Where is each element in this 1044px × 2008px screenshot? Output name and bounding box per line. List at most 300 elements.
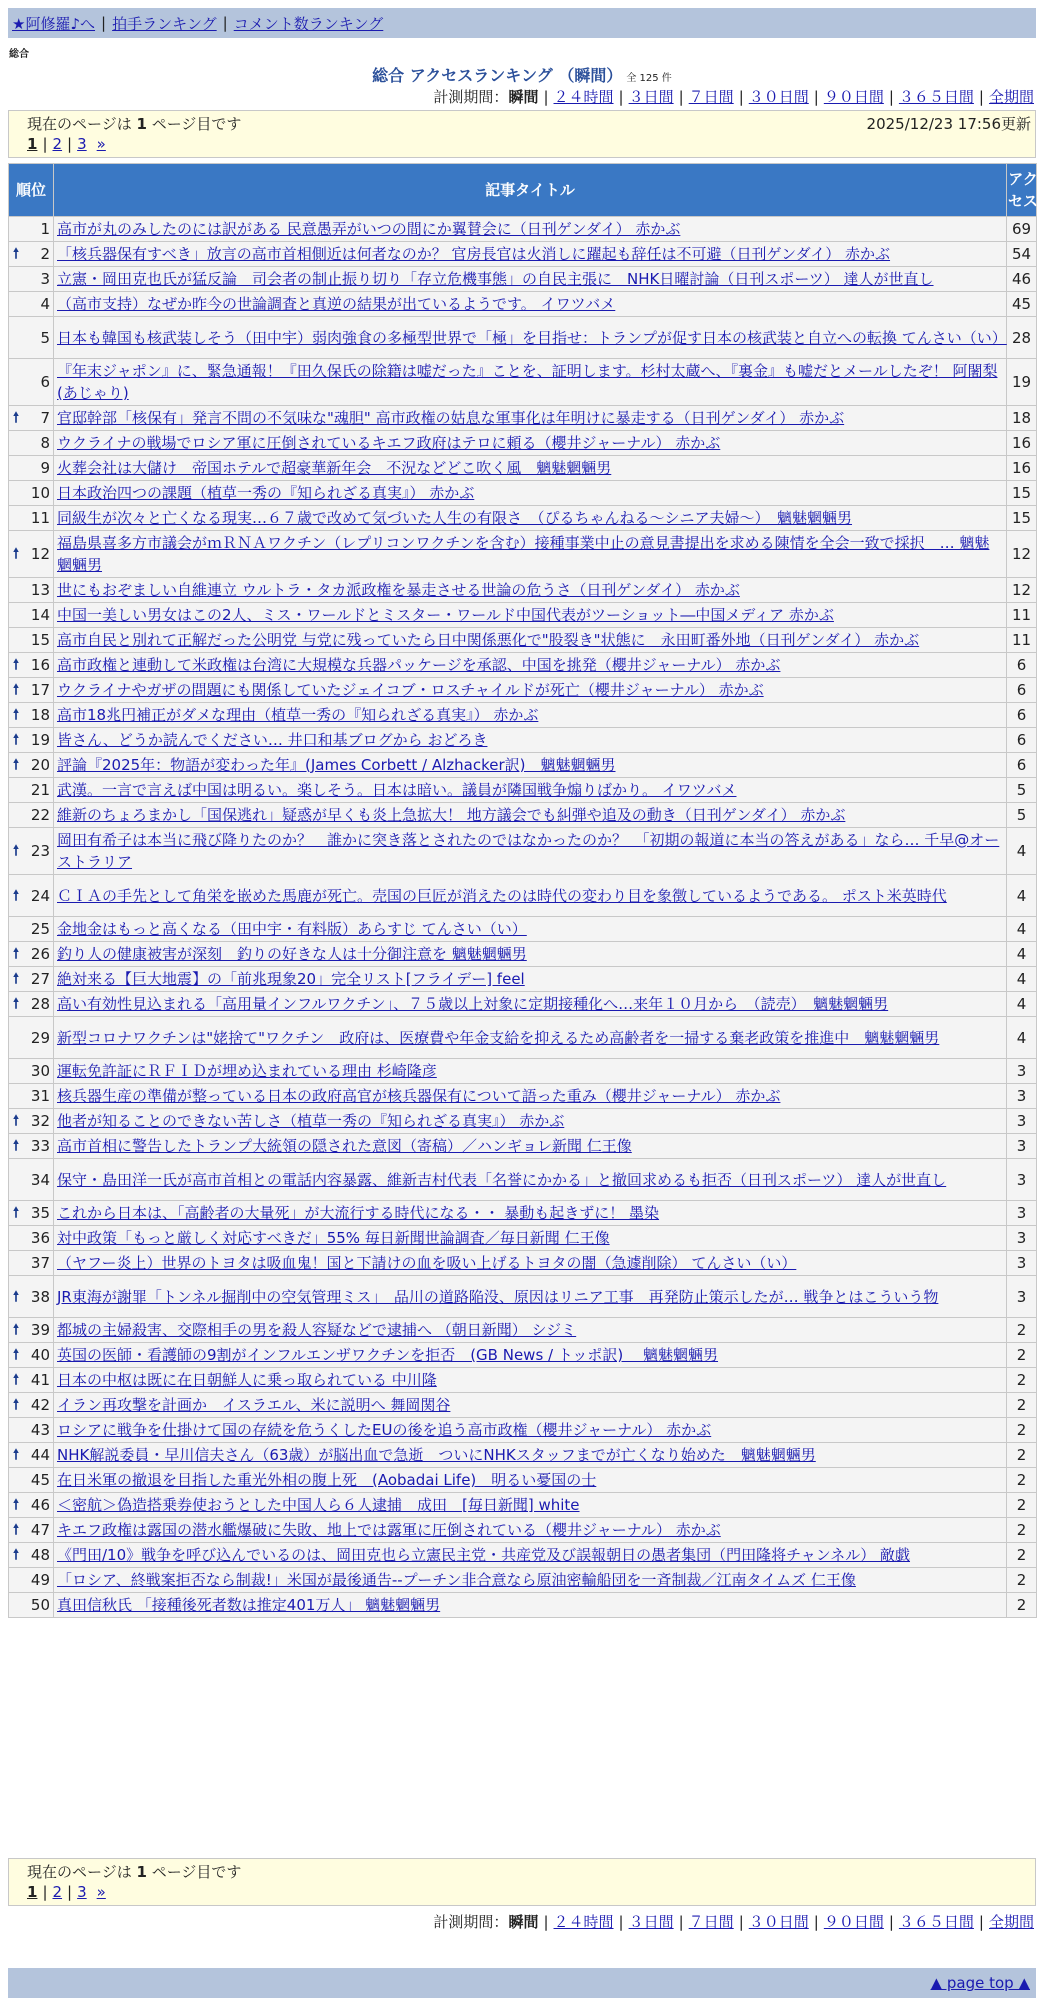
article-title-link[interactable]: 英国の医師・看護師の9割がインフルエンザワクチンを拒否 (GB News / トッポ訳) 魑魅魍魎男: [57, 1346, 719, 1364]
period-option-link[interactable]: ７日間: [688, 1913, 734, 1931]
table-header-row: [9, 164, 1037, 217]
rank-cell: [9, 431, 54, 456]
table-row: [9, 778, 1037, 803]
rank-number: 19: [30, 731, 50, 749]
title-cell: [54, 703, 1007, 728]
table-row: [9, 628, 1037, 653]
pager-next-link[interactable]: »: [96, 1883, 106, 1901]
rank-cell: [9, 506, 54, 531]
period-selector-top: [433, 86, 1034, 107]
rank-number: 37: [30, 1254, 50, 1272]
period-option-link[interactable]: ３６５日間: [898, 1913, 974, 1931]
rank-number: 11: [30, 509, 50, 527]
access-count: 4: [1007, 967, 1037, 992]
access-count: 6: [1007, 653, 1037, 678]
rank-cell: [9, 1468, 54, 1493]
article-title-link[interactable]: 高市18兆円補正がダメな理由（植草一秀の『知られざる真実』） 赤かぶ: [57, 706, 539, 724]
article-count: 全 125 件: [626, 73, 672, 84]
table-row: [9, 406, 1037, 431]
title-cell: [54, 653, 1007, 678]
rank-cell: [9, 578, 54, 603]
period-selector-bottom: [433, 1911, 1034, 1932]
page-title-row: [0, 63, 1044, 86]
access-count: 3: [1007, 1251, 1037, 1276]
pager-page-link[interactable]: 2: [52, 135, 63, 153]
period-option-link[interactable]: ３０日間: [748, 88, 809, 106]
rank-number: 9: [40, 459, 50, 477]
period-separator: |: [543, 1913, 549, 1931]
article-title-link[interactable]: 福島県喜多方市議会がｍＲＮＡワクチン（レプリコンワクチンを含む）接種事業中止の意見書提出を求める陳情を全会一致で採択 … 魑魅魍魎男: [57, 534, 990, 574]
rank-number: 23: [30, 842, 50, 860]
title-cell: [54, 1393, 1007, 1418]
article-title-link[interactable]: 「核兵器保有すべき」放言の高市首相側近は何者なのか？ 官房長官は火消しに躍起も辞任は不可避（日刊ゲンダイ） 赤かぶ: [57, 245, 891, 263]
article-title-link[interactable]: 《門田/10》戦争を呼び込んでいるのは、岡田克也ら立憲民主党・共産党及び誤報朝日の愚者集団（門田隆将チャンネル） 敵戯: [57, 1546, 911, 1564]
title-cell: [54, 531, 1007, 578]
rank-cell: [9, 1017, 54, 1059]
access-count: 4: [1007, 942, 1037, 967]
table-row: [9, 1109, 1037, 1134]
rank-number: 22: [30, 806, 50, 824]
article-title-link[interactable]: 高市が丸のみしたのには訳がある 民意愚弄がいつの間にか翼賛会に（日刊ゲンダイ） 赤かぶ: [57, 220, 681, 238]
access-count: 6: [1007, 728, 1037, 753]
rank-number: 8: [40, 434, 50, 452]
period-separator: |: [888, 1913, 894, 1931]
rank-cell: [9, 875, 54, 917]
table-row: [9, 1493, 1037, 1518]
access-count: 4: [1007, 828, 1037, 875]
pager-current-page: 1: [27, 135, 38, 153]
article-title-link[interactable]: 「ロシア、終戦案拒否なら制裁!」米国が最後通告--プーチン非合意なら原油密輸船団を一斉制裁／江南タイムズ 仁王像: [57, 1571, 856, 1589]
pager-top: [8, 110, 1036, 158]
article-title-link[interactable]: 日本も韓国も核武装しそう（田中宇）弱肉強食の多極型世界で「極」を目指せ：トランプが促す日本の核武装と自立への転換 てんさい（い）: [57, 328, 1007, 347]
period-separator: |: [678, 1913, 684, 1931]
rank-up-arrow-icon: 🠕: [13, 546, 20, 562]
period-option-link[interactable]: ３日間: [628, 88, 674, 106]
rank-up-arrow-icon: 🠕: [13, 1522, 20, 1538]
title-cell: [54, 628, 1007, 653]
title-cell: [54, 1084, 1007, 1109]
rank-number: 6: [40, 373, 50, 391]
pager-status-line: [27, 113, 1035, 135]
rank-up-arrow-icon: 🠕: [13, 887, 20, 904]
access-count: 2: [1007, 1443, 1037, 1468]
period-option-link[interactable]: ９０日間: [823, 1913, 884, 1931]
rank-number: 10: [30, 484, 50, 502]
access-count: 5: [1007, 778, 1037, 803]
title-cell: [54, 506, 1007, 531]
rank-number: 41: [30, 1371, 50, 1389]
nav-comment-ranking-link[interactable]: コメント数ランキング: [233, 14, 384, 33]
rank-cell: [9, 317, 54, 359]
access-count: 3: [1007, 1134, 1037, 1159]
pager-status: [27, 113, 241, 135]
article-title-link[interactable]: 維新のちょろまかし「国保逃れ」疑惑が早くも炎上急拡大！ 地方議会でも糾弾や追及の動き（日刊ゲンダイ） 赤かぶ: [57, 806, 846, 824]
rank-up-arrow-icon: 🠕: [13, 410, 20, 426]
article-title-link[interactable]: 真田信秋氏 「接種後死者数は推定401万人」 魑魅魍魎男: [57, 1596, 441, 1614]
rank-number: 28: [30, 995, 50, 1013]
article-title-link[interactable]: 他者が知ることのできない苦しさ（植草一秀の『知られざる真実』） 赤かぶ: [57, 1112, 565, 1130]
table-row: [9, 1418, 1037, 1443]
period-option-link[interactable]: 全期間: [988, 1913, 1034, 1931]
access-count: 3: [1007, 1276, 1037, 1318]
rank-cell: [9, 828, 54, 875]
article-title-link[interactable]: 釣り人の健康被害が深刻 釣りの好きな人は十分御注意を 魑魅魍魎男: [57, 945, 527, 963]
access-count: 11: [1007, 628, 1037, 653]
pager-current-number: 1: [136, 1863, 147, 1881]
period-current: 瞬間: [508, 1913, 539, 1931]
page-title: 総合 アクセスランキング （瞬間）: [372, 66, 623, 85]
period-option-link[interactable]: ７日間: [688, 88, 734, 106]
table-row: [9, 1251, 1037, 1276]
title-cell: [54, 1109, 1007, 1134]
period-option-link[interactable]: ２４時間: [553, 1913, 614, 1931]
title-cell: [54, 1418, 1007, 1443]
access-count: 12: [1007, 531, 1037, 578]
pager-bottom: [8, 1858, 1036, 1906]
table-row: [9, 992, 1037, 1017]
access-count: 2: [1007, 1518, 1037, 1543]
rank-number: 36: [30, 1229, 50, 1247]
article-title-link[interactable]: 立憲・岡田克也氏が猛反論 司会者の制止振り切り「存立危機事態」の自民主張に NHK日曜討論（日刊スポーツ） 達人が世直し: [57, 270, 934, 288]
article-title-link[interactable]: 対中政策「もっと厳しく対応すべきだ」55% 毎日新聞世論調査／毎日新聞 仁王像: [57, 1229, 610, 1247]
period-separator: |: [978, 1913, 984, 1931]
article-title-link[interactable]: 官邸幹部「核保有」発言不問の不気味な"魂胆" 高市政権の姑息な軍事化は年明けに暴走する（日刊ゲンダイ） 赤かぶ: [57, 409, 845, 427]
rank-number: 30: [30, 1062, 50, 1080]
pager-separator: |: [67, 135, 73, 153]
rank-up-arrow-icon: 🠕: [13, 1288, 20, 1305]
table-row: [9, 603, 1037, 628]
table-row: [9, 1518, 1037, 1543]
title-cell: [54, 967, 1007, 992]
rank-up-arrow-icon: 🠕: [13, 757, 20, 773]
rank-number: 49: [30, 1571, 50, 1589]
rank-cell: [9, 1134, 54, 1159]
rank-number: 29: [30, 1028, 50, 1047]
title-cell: [54, 753, 1007, 778]
rank-up-arrow-icon: 🠕: [13, 707, 20, 723]
rank-cell: [9, 1443, 54, 1468]
access-count: 4: [1007, 875, 1037, 917]
article-title-link[interactable]: 在日米軍の撤退を目指した重光外相の腹上死 (Aobadai Life) 明るい憂国の士: [57, 1471, 597, 1489]
access-count: 3: [1007, 1201, 1037, 1226]
article-title-link[interactable]: 運転免許証にＲＦＩＤが埋め込まれている理由 杉崎隆彦: [57, 1062, 437, 1080]
access-count: 54: [1007, 242, 1037, 267]
access-count: 3: [1007, 1159, 1037, 1201]
rank-up-arrow-icon: 🠕: [13, 1397, 20, 1413]
title-cell: [54, 1343, 1007, 1368]
article-title-link[interactable]: イラン再攻撃を計画か イスラエル、米に説明へ 舞岡関谷: [57, 1396, 451, 1414]
access-count: 2: [1007, 1368, 1037, 1393]
rank-cell: [9, 531, 54, 578]
period-option-link[interactable]: ９０日間: [823, 88, 884, 106]
title-cell: [54, 1318, 1007, 1343]
title-cell: [54, 292, 1007, 317]
article-title-link[interactable]: 絶対来る【巨大地震】の「前兆現象20」完全リスト[フライデー] feel: [57, 970, 525, 988]
article-title-link[interactable]: JR東海が謝罪「トンネル掘削中の空気管理ミス」 品川の道路陥没、原因はリニア工事 再発防止策示したが… 戦争とはこういう物: [57, 1287, 939, 1306]
rank-number: 14: [30, 606, 50, 624]
period-option-link[interactable]: ３０日間: [748, 1913, 809, 1931]
pager-prefix: 現在のページは: [27, 1863, 132, 1881]
title-cell: [54, 875, 1007, 917]
article-title-link[interactable]: （ヤフー炎上）世界のトヨタは吸血鬼！国と下請けの血を吸い上げるトヨタの闇（急遽削除） てんさい（い）: [57, 1254, 797, 1272]
article-title-link[interactable]: （高市支持）なぜか昨今の世論調査と真逆の結果が出ているようです。 イワツバメ: [57, 295, 616, 313]
article-title-link[interactable]: 武漢。一言で言えば中国は明るい。楽しそう。日本は暗い。議員が隣国戦争煽りばかり。 イワツバメ: [57, 781, 737, 799]
article-title-link[interactable]: NHK解説委員・早川信夫さん（63歳）が脳出血で急逝 ついにNHKスタッフまでが亡くなり始めた 魑魅魍魎男: [57, 1446, 816, 1464]
rank-up-arrow-icon: 🠕: [13, 1347, 20, 1363]
rank-number: 17: [30, 681, 50, 699]
table-row: [9, 942, 1037, 967]
article-title-link[interactable]: 評論『2025年：物語が変わった年』(James Corbett / Alzhacker訳) 魑魅魍魎男: [57, 756, 616, 774]
ranking-table: [8, 163, 1037, 1618]
article-title-link[interactable]: ＜密航＞偽造搭乗券使おうとした中国人ら６人逮捕 成田 [毎日新聞] white: [57, 1496, 580, 1514]
period-separator: |: [543, 88, 549, 106]
access-count: 3: [1007, 1109, 1037, 1134]
rank-number: 13: [30, 581, 50, 599]
rank-cell: [9, 359, 54, 406]
article-title-link[interactable]: ロシアに戦争を仕掛けて国の存続を危うくしたEUの後を追う高市政権（櫻井ジャーナル） 赤かぶ: [57, 1421, 712, 1439]
period-separator: |: [738, 1913, 744, 1931]
rank-cell: [9, 1568, 54, 1593]
nav-home-link[interactable]: ★阿修羅♪へ: [12, 14, 96, 33]
rank-number: 33: [30, 1137, 50, 1155]
rank-number: 50: [30, 1596, 50, 1614]
table-row: [9, 703, 1037, 728]
rank-cell: [9, 292, 54, 317]
access-count: 2: [1007, 1468, 1037, 1493]
rank-number: 34: [30, 1170, 50, 1189]
rank-number: 5: [40, 328, 50, 347]
access-count: 18: [1007, 406, 1037, 431]
title-cell: [54, 828, 1007, 875]
rank-up-arrow-icon: 🠕: [13, 971, 20, 987]
top-nav-bar: [8, 8, 1036, 38]
title-cell: [54, 578, 1007, 603]
rank-up-arrow-icon: 🠕: [13, 843, 20, 859]
nav-clap-ranking-link[interactable]: 拍手ランキング: [112, 14, 217, 33]
table-row: [9, 317, 1037, 359]
table-row: [9, 828, 1037, 875]
title-cell: [54, 359, 1007, 406]
title-cell: [54, 728, 1007, 753]
rank-cell: [9, 1109, 54, 1134]
rank-cell: [9, 1084, 54, 1109]
period-separator: |: [678, 88, 684, 106]
access-count: 4: [1007, 1017, 1037, 1059]
table-row: [9, 875, 1037, 917]
rank-cell: [9, 481, 54, 506]
rank-number: 31: [30, 1087, 50, 1105]
table-row: [9, 1593, 1037, 1618]
title-header: 記事タイトル: [54, 164, 1007, 217]
table-row: [9, 967, 1037, 992]
article-title-link[interactable]: 高市自民と別れて正解だった公明党 与党に残っていたら日中関係悪化で"股裂き"状態に 永田町番外地（日刊ゲンダイ） 赤かぶ: [57, 631, 920, 649]
title-cell: [54, 1518, 1007, 1543]
rank-number: 3: [40, 270, 50, 288]
rank-cell: [9, 603, 54, 628]
updated-timestamp: 2025/12/23 17:56更新: [866, 115, 1031, 133]
rank-cell: [9, 267, 54, 292]
period-separator: |: [618, 1913, 624, 1931]
pager-page-link[interactable]: 2: [52, 1883, 63, 1901]
rank-cell: [9, 728, 54, 753]
title-cell: [54, 603, 1007, 628]
access-count: 15: [1007, 506, 1037, 531]
article-title-link[interactable]: キエフ政権は露国の潜水艦爆破に失敗、地上では露軍に圧倒されている（櫻井ジャーナル） 赤かぶ: [57, 1521, 721, 1539]
access-count: 2: [1007, 1568, 1037, 1593]
access-count: 6: [1007, 703, 1037, 728]
table-row: [9, 578, 1037, 603]
article-title-link[interactable]: ウクライナやガザの問題にも関係していたジェイコブ・ロスチャイルドが死亡（櫻井ジャーナル） 赤かぶ: [57, 681, 764, 699]
title-cell: [54, 217, 1007, 242]
rank-number: 43: [30, 1421, 50, 1439]
pager-current-page: 1: [27, 1883, 38, 1901]
rank-number: 40: [30, 1346, 50, 1364]
article-title-link[interactable]: 高市首相に警告したトランプ大統領の隠された意図（寄稿）／ハンギョレ新聞 仁王像: [57, 1137, 632, 1155]
rank-number: 21: [30, 781, 50, 799]
article-title-link[interactable]: 日本の中枢は既に在日朝鮮人に乗っ取られている 中川隆: [57, 1371, 437, 1389]
access-count: 45: [1007, 292, 1037, 317]
title-cell: [54, 1493, 1007, 1518]
pager-links: [27, 1883, 1035, 1905]
rank-up-arrow-icon: 🠕: [13, 246, 20, 262]
pager-separator: |: [42, 135, 48, 153]
article-title-link[interactable]: 中国一美しい男女はこの2人、ミス・ワールドとミスター・ワールド中国代表がツーショット―中国メディア 赤かぶ: [57, 606, 834, 624]
pager-separator: |: [42, 1883, 48, 1901]
rank-cell: [9, 1518, 54, 1543]
rank-up-arrow-icon: 🠕: [13, 1497, 20, 1513]
access-count: 2: [1007, 1393, 1037, 1418]
rank-cell: [9, 628, 54, 653]
rank-up-arrow-icon: 🠕: [13, 657, 20, 673]
period-option-link[interactable]: ３日間: [628, 1913, 674, 1931]
rank-number: 35: [30, 1204, 50, 1222]
rank-cell: [9, 1418, 54, 1443]
bottom-bar: [8, 1968, 1036, 1998]
article-title-link[interactable]: 核兵器生産の準備が整っている日本の政府高官が核兵器保有について語った重み（櫻井ジャーナル） 赤かぶ: [57, 1087, 781, 1105]
access-count: 19: [1007, 359, 1037, 406]
article-title-link[interactable]: 世にもおぞましい自維連立 ウルトラ・タカ派政権を暴走させる世論の危うさ（日刊ゲンダイ） 赤かぶ: [57, 581, 740, 599]
title-cell: [54, 917, 1007, 942]
rank-number: 42: [30, 1396, 50, 1414]
page-top-link[interactable]: ▲ page top ▲: [930, 1974, 1030, 1992]
rank-up-arrow-icon: 🠕: [13, 1322, 20, 1338]
table-row: [9, 1318, 1037, 1343]
title-cell: [54, 1201, 1007, 1226]
table-row: [9, 1468, 1037, 1493]
period-label: 計測期間：: [433, 88, 509, 106]
article-title-link[interactable]: 日本政治四つの課題（植草一秀の『知られざる真実』） 赤かぶ: [57, 484, 475, 502]
rank-number: 44: [30, 1446, 50, 1464]
table-row: [9, 217, 1037, 242]
access-header: [1007, 164, 1037, 217]
article-title-link[interactable]: 皆さん、どうか読んでください… 井口和基ブログから おどろき: [57, 731, 488, 749]
title-cell: [54, 1276, 1007, 1318]
article-title-link[interactable]: 都城の主婦殺害、交際相手の男を殺人容疑などで逮捕へ （朝日新聞） シジミ: [57, 1321, 577, 1339]
article-title-link[interactable]: 高い有効性見込まれる「高用量インフルワクチン」、７５歳以上対象に定期接種化へ…来年１０月から （読売） 魑魅魍魎男: [57, 995, 889, 1013]
access-count: 5: [1007, 803, 1037, 828]
article-title-link[interactable]: これから日本は、「高齢者の大量死」が大流行する時代になる・・ 暴動も起きずに！ 墨染: [57, 1204, 660, 1222]
access-count: 6: [1007, 753, 1037, 778]
article-title-link[interactable]: 『年末ジャポン』に、緊急通報！『田久保氏の除籍は嘘だった』ことを、証明します。杉村太蔵へ、『裏金』も嘘だとメールしたぞ！ 阿闍梨(あじゃり): [57, 362, 998, 402]
article-title-link[interactable]: 新型コロナワクチンは"姥捨て"ワクチン 政府は、医療費や年金支給を抑えるため高齢者を一掃する棄老政策を推進中 魑魅魍魎男: [57, 1028, 940, 1047]
article-title-link[interactable]: 金地金はもっと高くなる（田中宇・有料版）あらすじ てんさい（い）: [57, 920, 527, 938]
title-cell: [54, 456, 1007, 481]
article-title-link[interactable]: ＣＩＡの手先として角栄を嵌めた馬鹿が死亡。売国の巨匠が消えたのは時代の変わり目を象徴しているようである。 ポスト米英時代: [57, 886, 947, 905]
table-row: [9, 1084, 1037, 1109]
pager-current-number: 1: [136, 115, 147, 133]
title-cell: [54, 1443, 1007, 1468]
pager-page-link[interactable]: 3: [77, 135, 87, 153]
nav-separator: |: [101, 14, 107, 32]
table-row: [9, 267, 1037, 292]
access-count: 46: [1007, 267, 1037, 292]
rank-up-arrow-icon: 🠕: [13, 1138, 20, 1154]
title-cell: [54, 1134, 1007, 1159]
rank-up-arrow-icon: 🠕: [13, 682, 20, 698]
period-separator: |: [888, 88, 894, 106]
rank-cell: [9, 242, 54, 267]
article-title-link[interactable]: 高市政権と連動して米政権は台湾に大規模な兵器パッケージを承認、中国を挑発（櫻井ジャーナル） 赤かぶ: [57, 656, 781, 674]
table-row: [9, 456, 1037, 481]
access-count: 2: [1007, 1493, 1037, 1518]
article-title-link[interactable]: ウクライナの戦場でロシア軍に圧倒されているキエフ政府はテロに頼る（櫻井ジャーナル） 赤かぶ: [57, 434, 721, 452]
access-count: 2: [1007, 1318, 1037, 1343]
section-label: 総合: [9, 49, 29, 60]
access-count: 15: [1007, 481, 1037, 506]
article-title-link[interactable]: 岡田有希子は本当に飛び降りたのか？ 誰かに突き落とされたのではなかったのか？ 「初期の報道に本当の答えがある」なら… 千早@オーストラリア: [57, 831, 1000, 871]
pager-suffix: ページ目です: [151, 115, 242, 133]
table-row: [9, 1568, 1037, 1593]
pager-status-line: [27, 1861, 1035, 1883]
table-row: [9, 1343, 1037, 1368]
nav-separator: |: [222, 14, 228, 32]
rank-cell: [9, 1251, 54, 1276]
pager-next-link[interactable]: »: [96, 135, 106, 153]
period-separator: |: [738, 88, 744, 106]
pager-suffix: ページ目です: [151, 1863, 242, 1881]
period-option-link[interactable]: 全期間: [988, 88, 1034, 106]
rank-up-arrow-icon: 🠕: [13, 996, 20, 1012]
access-count: 2: [1007, 1593, 1037, 1618]
title-cell: [54, 1468, 1007, 1493]
table-row: [9, 1226, 1037, 1251]
rank-number: 32: [30, 1112, 50, 1130]
rank-up-arrow-icon: 🠕: [13, 1372, 20, 1388]
rank-cell: [9, 967, 54, 992]
period-option-link[interactable]: ３６５日間: [898, 88, 974, 106]
period-option-link[interactable]: ２４時間: [553, 88, 614, 106]
article-title-link[interactable]: 保守・島田洋一氏が高市首相との電話内容暴露、維新吉村代表「名誉にかかる」と撤回求めるも拒否（日刊スポーツ） 達人が世直し: [57, 1170, 947, 1189]
table-row: [9, 1393, 1037, 1418]
article-title-link[interactable]: 同級生が次々と亡くなる現実…６７歳で改めて気づいた人生の有限さ （ぴるちゃんねる～シニア夫婦～） 魑魅魍魎男: [57, 509, 853, 527]
access-count: 2: [1007, 1418, 1037, 1443]
rank-cell: [9, 1343, 54, 1368]
table-row: [9, 481, 1037, 506]
access-count: 16: [1007, 431, 1037, 456]
pager-page-link[interactable]: 3: [77, 1883, 87, 1901]
rank-cell: [9, 1226, 54, 1251]
title-cell: [54, 1251, 1007, 1276]
rank-number: 48: [30, 1546, 50, 1564]
article-title-link[interactable]: 火葬会社は大儲け 帝国ホテルで超豪華新年会 不況などどこ吹く風 魑魅魍魎男: [57, 459, 612, 477]
table-row: [9, 1201, 1037, 1226]
table-row: [9, 1368, 1037, 1393]
rank-header-label: 順位: [16, 181, 47, 199]
rank-number: 2: [40, 245, 50, 263]
rank-number: 24: [30, 886, 50, 905]
access-count: 4: [1007, 992, 1037, 1017]
title-cell: [54, 317, 1007, 359]
